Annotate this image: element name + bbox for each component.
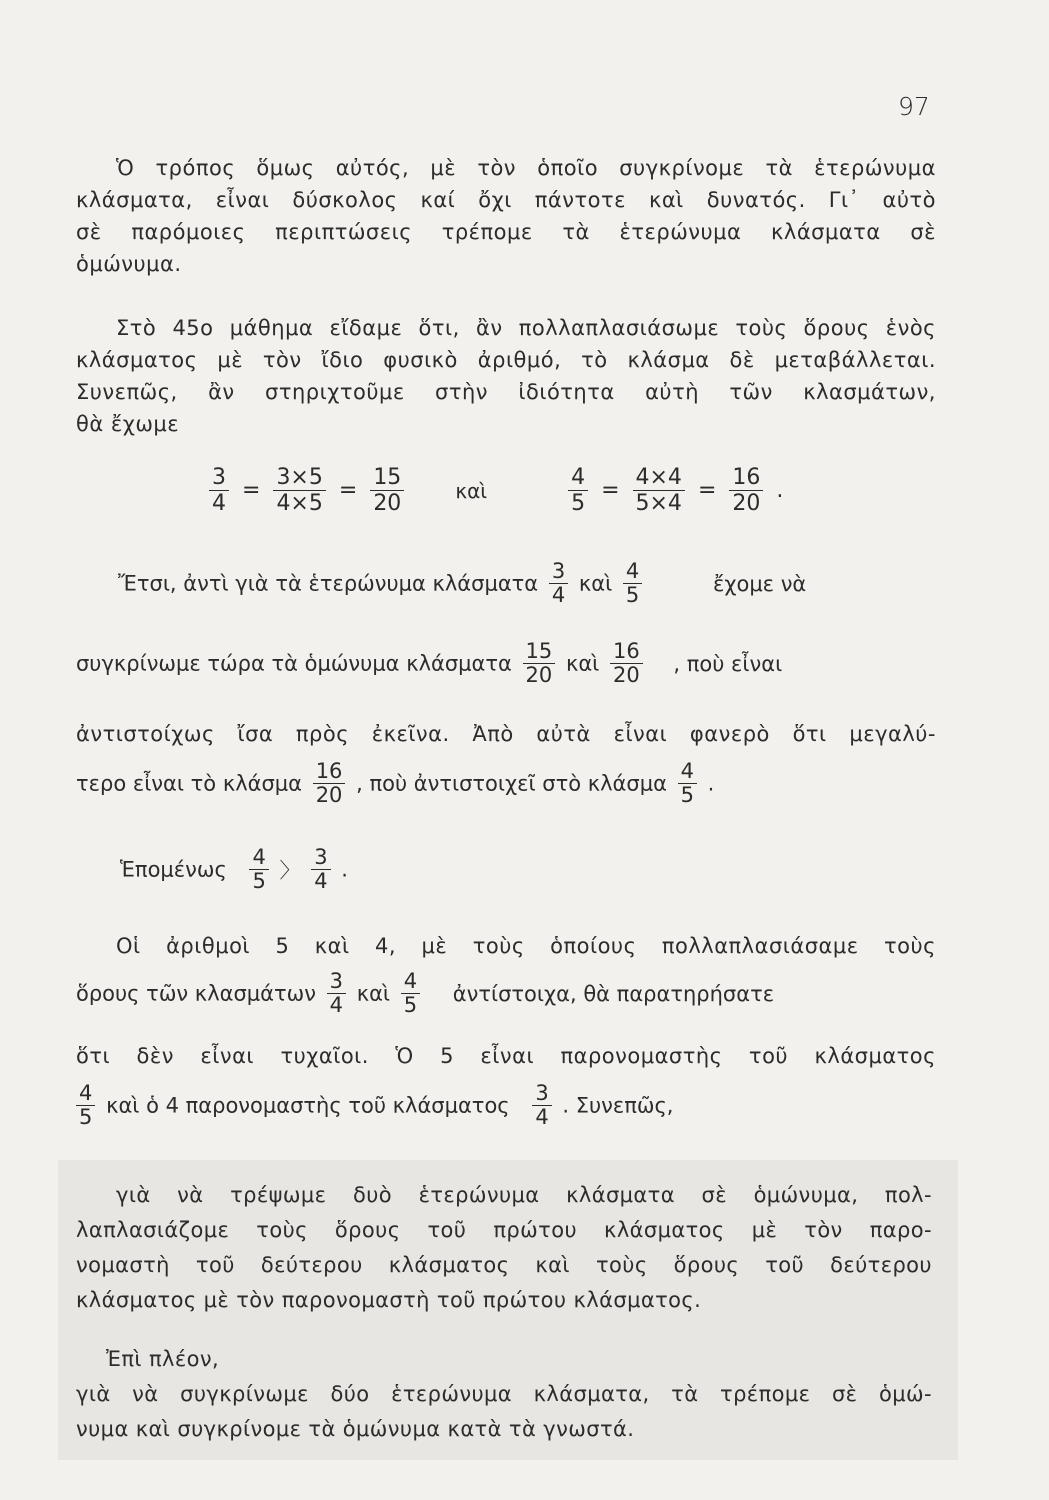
text-line: κλάσματος μὲ τὸν ἴδιο φυσικὸ ἀριθμό, τὸ κλάσμα δὲ μεταβάλλεται. xyxy=(76,348,936,372)
text-span: Ἔτσι, ἀντὶ γιὰ τὰ ἑτερώνυμα κλάσματα xyxy=(118,571,539,596)
text-line: ὁμώνυμα. xyxy=(76,252,182,276)
fraction xyxy=(532,1082,551,1129)
fraction xyxy=(523,640,556,687)
text-line xyxy=(76,1082,673,1129)
text-span: ἔχομε νὰ xyxy=(712,571,807,596)
numerator: 16 xyxy=(729,465,763,491)
denominator: 20 xyxy=(612,663,640,687)
numerator: 3 xyxy=(209,465,229,491)
text-span: συγκρίνωμε τώρα τὰ ὁμώνυμα κλάσματα xyxy=(76,651,512,676)
period: . xyxy=(776,478,784,503)
text-line: ὅτι δὲν εἶναι τυχαῖοι. Ὁ 5 εἶναι παρονομαστὴς τοῦ κλάσματος xyxy=(76,1044,936,1068)
fraction xyxy=(76,1082,95,1129)
denominator: 4 xyxy=(535,1105,549,1129)
text-span: ὅρους τῶν κλασμάτων xyxy=(76,981,316,1006)
kai-word: καὶ xyxy=(356,981,391,1006)
kai-word: καὶ xyxy=(578,571,613,596)
denominator: 4×5 xyxy=(276,491,323,516)
denominator: 4 xyxy=(212,491,226,516)
numerator: 16 xyxy=(313,760,346,784)
equals-sign: = xyxy=(697,478,717,503)
text-span: Ἑπομένως xyxy=(120,857,227,882)
text-line-wrapper xyxy=(76,1040,936,1072)
rule-box-text xyxy=(76,1178,932,1318)
denominator: 4 xyxy=(314,869,328,893)
text-span: ἀντίστοιχα, θὰ παρατηρήσατε xyxy=(452,981,775,1006)
paragraph-1 xyxy=(76,152,936,280)
denominator: 20 xyxy=(373,491,402,516)
numerator: 4×4 xyxy=(633,465,685,491)
paragraph-2 xyxy=(76,312,936,440)
text-span: . Συνεπῶς, xyxy=(562,1093,674,1118)
text-line: γιὰ νὰ τρέψωμε δυὸ ἑτερώνυμα κλάσματα σὲ ὁμώνυμα, πολ- xyxy=(116,1183,932,1207)
numerator: 4 xyxy=(249,846,268,870)
equals-sign: = xyxy=(338,478,358,503)
text-line xyxy=(76,640,782,687)
denominator: 20 xyxy=(525,663,553,687)
text-line: ἀντιστοίχως ἴσα πρὸς ἐκεῖνα. Ἀπὸ αὐτὰ εἶναι φανερὸ ὅτι μεγαλύ- xyxy=(76,722,936,746)
numerator: 15 xyxy=(523,640,556,664)
fraction xyxy=(249,846,268,893)
denominator: 4 xyxy=(551,583,566,607)
fraction xyxy=(623,560,642,607)
text-line: Στὸ 45ο μάθημα εἴδαμε ὅτι, ἂν πολλαπλασιάσωμε τοὺς ὅρους ἑνὸς xyxy=(116,316,936,340)
text-line: λαπλασιάζομε τοὺς ὅρους τοῦ πρώτου κλάσματος μὲ τὸν παρο- xyxy=(76,1218,932,1242)
text-line: Συνεπῶς, ἂν στηριχτοῦμε στὴν ἰδιότητα αὐτὴ τῶν κλασμάτων, xyxy=(76,380,936,404)
equals-sign: = xyxy=(242,478,261,503)
numerator: 4 xyxy=(678,760,697,784)
text-span: καὶ ὁ 4 παρονομαστὴς τοῦ κλάσματος xyxy=(106,1093,510,1118)
denominator: 20 xyxy=(732,491,761,516)
text-line: Οἱ ἀριθμοὶ 5 καὶ 4, μὲ τοὺς ὁποίους πολλαπλασιάσαμε τοὺς xyxy=(116,934,936,958)
rule-box-text-2 xyxy=(76,1342,932,1447)
text-line xyxy=(76,760,714,807)
text-line-wrapper xyxy=(76,930,936,962)
text-line: νομαστὴ τοῦ δεύτερου κλάσματος καὶ τοὺς ὅρους τοῦ δεύτερου xyxy=(76,1253,932,1277)
text-line xyxy=(118,560,806,607)
fraction xyxy=(678,760,697,807)
numerator: 15 xyxy=(370,465,404,491)
page-number: 97 xyxy=(898,92,930,121)
fraction xyxy=(273,465,325,516)
denominator: 20 xyxy=(315,783,343,807)
text-span: , ποὺ ἀντιστοιχεῖ στὸ κλάσμα xyxy=(356,771,667,796)
text-line: κλάσματα, εἶναι δύσκολος καί ὄχι πάντοτε καὶ δυνατός. Γι᾽ αὐτὸ xyxy=(76,188,936,212)
numerator: 16 xyxy=(610,640,643,664)
text-line xyxy=(76,970,774,1017)
period: . xyxy=(341,857,348,882)
fraction xyxy=(610,640,643,687)
fraction xyxy=(633,465,685,516)
numerator: 4 xyxy=(76,1082,95,1106)
equals-sign: = xyxy=(601,478,620,503)
kai-word: καὶ xyxy=(565,651,600,676)
fraction xyxy=(209,465,229,516)
text-span: , ποὺ εἶναι xyxy=(673,651,783,676)
denominator: 5×4 xyxy=(635,491,682,516)
fraction xyxy=(549,560,568,607)
greater-than-sign: 〉 xyxy=(279,858,301,883)
text-line: γιὰ νὰ συγκρίνωμε δύο ἑτερώνυμα κλάσματα, τὰ τρέπομε σὲ ὁμώ- xyxy=(76,1382,932,1406)
denominator: 5 xyxy=(680,783,694,807)
equation-row xyxy=(205,465,785,516)
fraction xyxy=(729,465,763,516)
text-span: τερο εἶναι τὸ κλάσμα xyxy=(76,771,302,796)
text-line: κλάσματος μὲ τὸν παρονομαστὴ τοῦ πρώτου κλάσματος. xyxy=(76,1288,702,1312)
text-line: σὲ παρόμοιες περιπτώσεις τρέπομε τὰ ἑτερώνυμα κλάσματα σὲ xyxy=(76,220,936,244)
inequality-line xyxy=(120,846,348,893)
text-line: Ἐπὶ πλέον, xyxy=(106,1347,220,1371)
fraction xyxy=(568,465,588,516)
numerator: 4 xyxy=(401,970,420,994)
numerator: 3×5 xyxy=(273,465,325,491)
fraction xyxy=(370,465,404,516)
numerator: 3 xyxy=(549,560,568,584)
text-line-wrapper xyxy=(76,718,936,750)
period: . xyxy=(707,771,715,796)
text-line: νυμα καὶ συγκρίνομε τὰ ὁμώνυμα κατὰ τὰ γνωστά. xyxy=(76,1417,635,1441)
denominator: 5 xyxy=(571,491,586,516)
text-line: Ὁ τρόπος ὅμως αὐτός, μὲ τὸν ὁποῖο συγκρίνομε τὰ ἑτερώνυμα xyxy=(116,156,936,180)
numerator: 3 xyxy=(327,970,346,994)
denominator: 5 xyxy=(403,993,418,1017)
numerator: 4 xyxy=(568,465,588,491)
fraction xyxy=(401,970,420,1017)
numerator: 4 xyxy=(623,560,642,584)
denominator: 5 xyxy=(252,869,266,893)
fraction xyxy=(313,760,346,807)
fraction xyxy=(311,846,330,893)
numerator: 3 xyxy=(311,846,330,870)
kai-word: καὶ xyxy=(455,478,488,503)
denominator: 5 xyxy=(625,583,640,607)
denominator: 4 xyxy=(329,993,343,1017)
text-line: θὰ ἔχωμε xyxy=(76,412,180,436)
numerator: 3 xyxy=(532,1082,551,1106)
fraction xyxy=(327,970,346,1017)
denominator: 5 xyxy=(79,1105,93,1129)
